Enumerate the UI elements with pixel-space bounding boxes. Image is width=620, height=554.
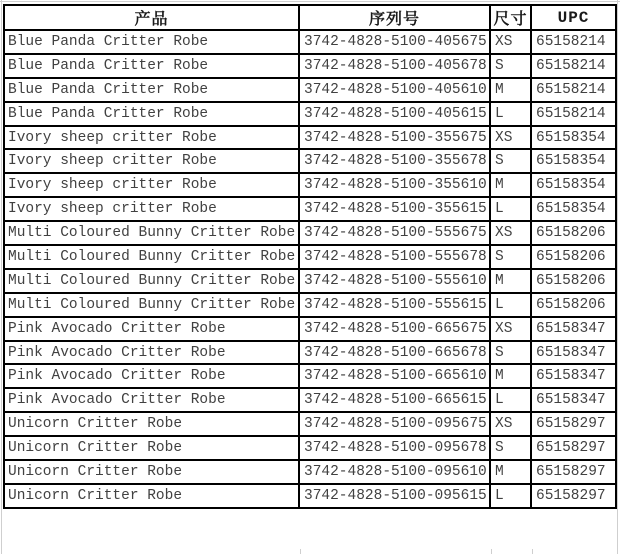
serial-cell[interactable]: 3742-4828-5100-355610 — [299, 173, 490, 197]
product-table — [3, 4, 617, 509]
product-cell[interactable]: Unicorn Critter Robe — [4, 484, 299, 508]
upc-cell[interactable]: 65158206 — [531, 269, 616, 293]
table-body — [4, 30, 616, 508]
product-cell[interactable]: Multi Coloured Bunny Critter Robe — [4, 221, 299, 245]
upc-cell[interactable]: 65158347 — [531, 317, 616, 341]
size-cell[interactable]: L — [490, 388, 531, 412]
serial-cell[interactable]: 3742-4828-5100-355675 — [299, 126, 490, 150]
column-header-product[interactable]: 产品 — [4, 5, 299, 30]
serial-cell[interactable]: 3742-4828-5100-665615 — [299, 388, 490, 412]
table-row — [4, 460, 616, 484]
product-cell[interactable]: Unicorn Critter Robe — [4, 436, 299, 460]
serial-cell[interactable]: 3742-4828-5100-665610 — [299, 364, 490, 388]
sheet-gridline-stub — [300, 549, 301, 554]
serial-cell[interactable]: 3742-4828-5100-555615 — [299, 293, 490, 317]
size-cell[interactable]: M — [490, 173, 531, 197]
size-cell[interactable]: XS — [490, 221, 531, 245]
size-cell[interactable]: S — [490, 436, 531, 460]
serial-cell[interactable]: 3742-4828-5100-405678 — [299, 54, 490, 78]
table-row — [4, 102, 616, 126]
size-cell[interactable]: M — [490, 460, 531, 484]
sheet-gridline-left — [1, 0, 2, 554]
serial-cell[interactable]: 3742-4828-5100-355678 — [299, 149, 490, 173]
size-cell[interactable]: S — [490, 149, 531, 173]
upc-cell[interactable]: 65158297 — [531, 460, 616, 484]
table-row — [4, 197, 616, 221]
product-cell[interactable]: Pink Avocado Critter Robe — [4, 317, 299, 341]
upc-cell[interactable]: 65158297 — [531, 484, 616, 508]
size-cell[interactable]: XS — [490, 412, 531, 436]
table-row — [4, 54, 616, 78]
header-row — [4, 5, 616, 30]
upc-cell[interactable]: 65158214 — [531, 102, 616, 126]
product-cell[interactable]: Blue Panda Critter Robe — [4, 30, 299, 54]
size-cell[interactable]: M — [490, 78, 531, 102]
table-header — [4, 5, 616, 30]
product-cell[interactable]: Blue Panda Critter Robe — [4, 102, 299, 126]
serial-cell[interactable]: 3742-4828-5100-095610 — [299, 460, 490, 484]
table-row — [4, 388, 616, 412]
serial-cell[interactable]: 3742-4828-5100-555675 — [299, 221, 490, 245]
product-cell[interactable]: Unicorn Critter Robe — [4, 412, 299, 436]
serial-cell[interactable]: 3742-4828-5100-095678 — [299, 436, 490, 460]
table-row — [4, 173, 616, 197]
serial-cell[interactable]: 3742-4828-5100-095675 — [299, 412, 490, 436]
upc-cell[interactable]: 65158354 — [531, 126, 616, 150]
table-row — [4, 293, 616, 317]
upc-cell[interactable]: 65158347 — [531, 388, 616, 412]
serial-cell[interactable]: 3742-4828-5100-355615 — [299, 197, 490, 221]
column-header-upc[interactable]: UPC — [531, 5, 616, 30]
table-row — [4, 364, 616, 388]
serial-cell[interactable]: 3742-4828-5100-665675 — [299, 317, 490, 341]
product-cell[interactable]: Unicorn Critter Robe — [4, 460, 299, 484]
table-row — [4, 221, 616, 245]
upc-cell[interactable]: 65158214 — [531, 30, 616, 54]
product-cell[interactable]: Ivory sheep critter Robe — [4, 197, 299, 221]
size-cell[interactable]: XS — [490, 30, 531, 54]
sheet-gridline-stub — [491, 549, 492, 554]
upc-cell[interactable]: 65158347 — [531, 364, 616, 388]
size-cell[interactable]: XS — [490, 126, 531, 150]
table-row — [4, 412, 616, 436]
size-cell[interactable]: L — [490, 102, 531, 126]
upc-cell[interactable]: 65158354 — [531, 197, 616, 221]
size-cell[interactable]: L — [490, 484, 531, 508]
upc-cell[interactable]: 65158354 — [531, 173, 616, 197]
upc-cell[interactable]: 65158206 — [531, 221, 616, 245]
table-row — [4, 484, 616, 508]
column-header-serial[interactable]: 序列号 — [299, 5, 490, 30]
product-cell[interactable]: Pink Avocado Critter Robe — [4, 388, 299, 412]
table-row — [4, 30, 616, 54]
upc-cell[interactable]: 65158297 — [531, 436, 616, 460]
size-cell[interactable]: S — [490, 245, 531, 269]
table-row — [4, 149, 616, 173]
serial-cell[interactable]: 3742-4828-5100-405615 — [299, 102, 490, 126]
upc-cell[interactable]: 65158206 — [531, 293, 616, 317]
table-row — [4, 78, 616, 102]
serial-cell[interactable]: 3742-4828-5100-405675 — [299, 30, 490, 54]
product-cell[interactable]: Multi Coloured Bunny Critter Robe — [4, 293, 299, 317]
product-cell[interactable]: Multi Coloured Bunny Critter Robe — [4, 269, 299, 293]
product-cell[interactable]: Pink Avocado Critter Robe — [4, 341, 299, 365]
product-cell[interactable]: Pink Avocado Critter Robe — [4, 364, 299, 388]
upc-cell[interactable]: 65158347 — [531, 341, 616, 365]
serial-cell[interactable]: 3742-4828-5100-665678 — [299, 341, 490, 365]
product-cell[interactable]: Ivory sheep critter Robe — [4, 173, 299, 197]
product-cell[interactable]: Ivory sheep critter Robe — [4, 149, 299, 173]
table-row — [4, 126, 616, 150]
serial-cell[interactable]: 3742-4828-5100-095615 — [299, 484, 490, 508]
column-header-size[interactable]: 尺寸 — [490, 5, 531, 30]
upc-cell[interactable]: 65158297 — [531, 412, 616, 436]
product-cell[interactable]: Blue Panda Critter Robe — [4, 78, 299, 102]
table-row — [4, 341, 616, 365]
table-row — [4, 245, 616, 269]
product-cell[interactable]: Blue Panda Critter Robe — [4, 54, 299, 78]
serial-cell[interactable]: 3742-4828-5100-555678 — [299, 245, 490, 269]
product-cell[interactable]: Multi Coloured Bunny Critter Robe — [4, 245, 299, 269]
sheet-gridline-stub — [532, 549, 533, 554]
size-cell[interactable]: S — [490, 341, 531, 365]
sheet-gridline-right — [617, 0, 618, 554]
table-row — [4, 317, 616, 341]
size-cell[interactable]: M — [490, 269, 531, 293]
size-cell[interactable]: S — [490, 54, 531, 78]
serial-cell[interactable]: 3742-4828-5100-405610 — [299, 78, 490, 102]
upc-cell[interactable]: 65158206 — [531, 245, 616, 269]
size-cell[interactable]: XS — [490, 317, 531, 341]
product-cell[interactable]: Ivory sheep critter Robe — [4, 126, 299, 150]
upc-cell[interactable]: 65158354 — [531, 149, 616, 173]
table-row — [4, 436, 616, 460]
size-cell[interactable]: L — [490, 293, 531, 317]
upc-cell[interactable]: 65158214 — [531, 54, 616, 78]
size-cell[interactable]: M — [490, 364, 531, 388]
serial-cell[interactable]: 3742-4828-5100-555610 — [299, 269, 490, 293]
size-cell[interactable]: L — [490, 197, 531, 221]
upc-cell[interactable]: 65158214 — [531, 78, 616, 102]
table-row — [4, 269, 616, 293]
sheet-gridline-top — [0, 1, 620, 2]
